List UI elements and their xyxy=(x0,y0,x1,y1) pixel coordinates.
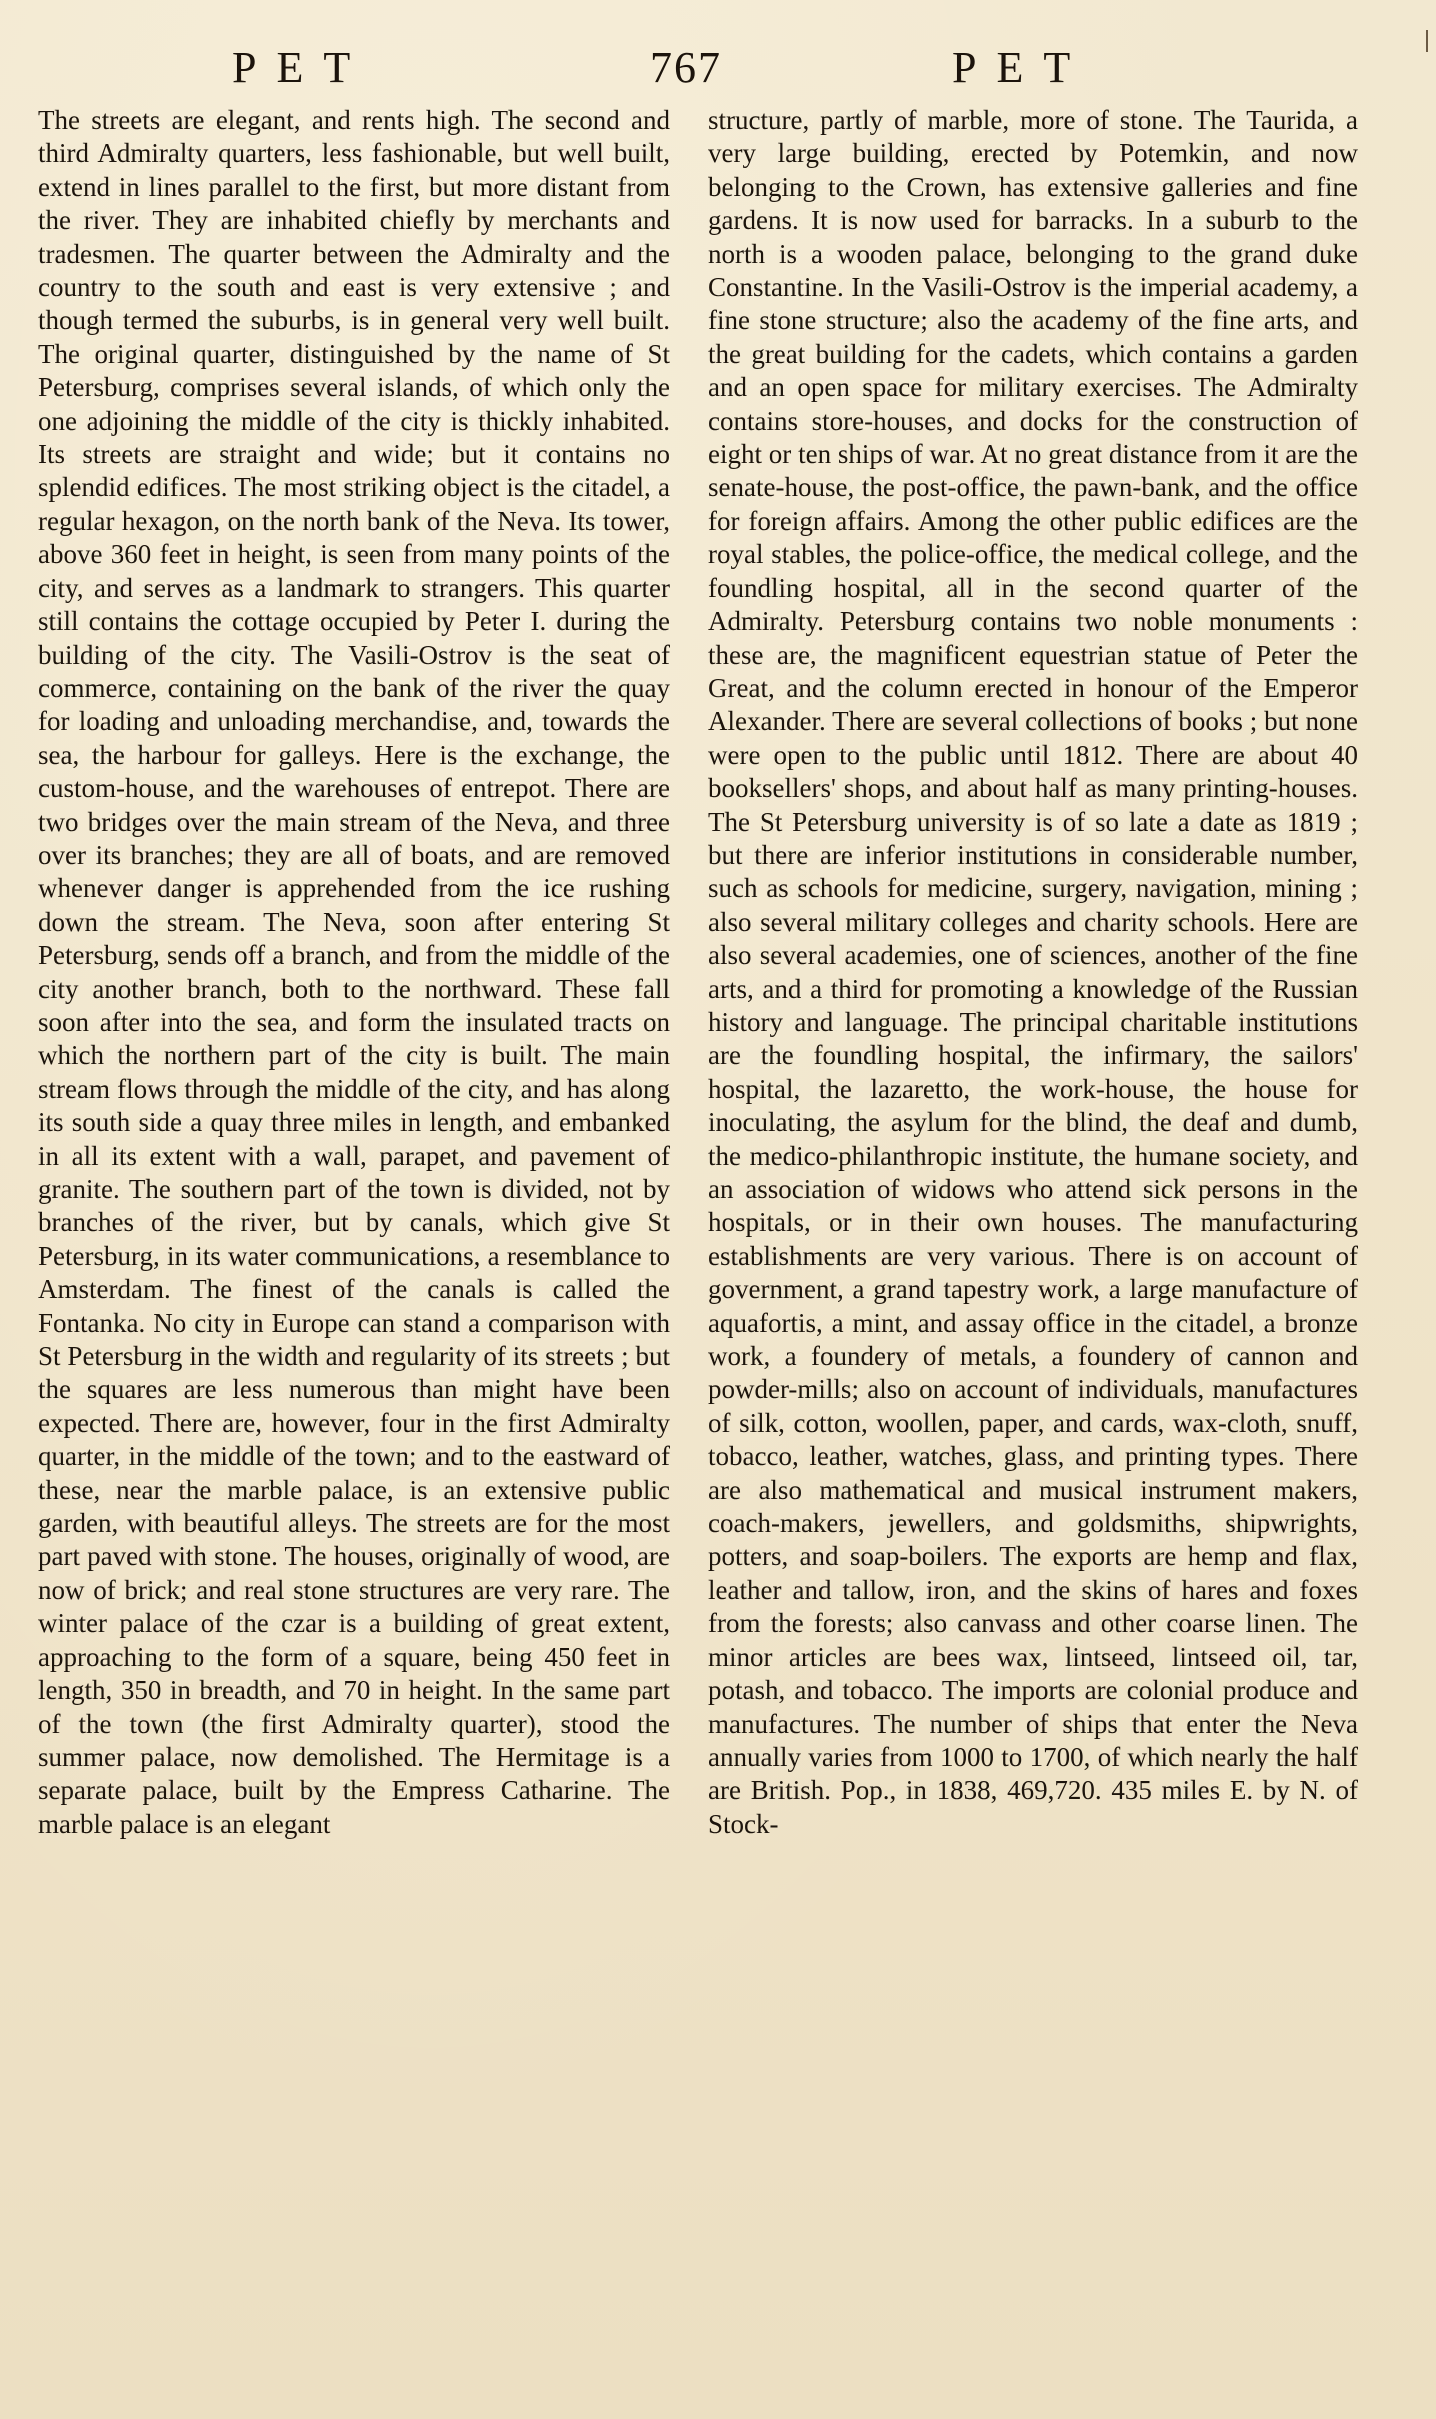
right-column-text: structure, partly of marble, more of stone. The Taurida, a very large building, erected by Potemkin, and now belonging to the Crown, has extensive galleries and fine gardens. It is now used for barracks. In a suburb to the north is a wooden palace, belonging to the grand duke Constantine. In the Vasili-Ostrov is the imperial academy, a fine stone structure; also the academy of the fine arts, and the great building for the cadets, which contains a garden and an open space for military exercises. The Admiralty contains store-houses, and docks for the construction of eight or ten ships of war. At no great distance from it are the senate-house, the post-office, the pawn-bank, and the office for foreign affairs. Among the other public edifices are the royal stables, the police-office, the medical college, and the foundling hospital, all in the second quarter of the Admiralty. Petersburg contains two noble monuments : these are, the magnificent equestrian statue of Peter the Great, and the column erected in honour of the Emperor Alexander. There are several collections of books ; but none were open to the public until 1812. There are about 40 booksellers' shops, and about half as many printing-houses. The St Petersburg university is of so late a date as 1819 ; but there are inferior institutions in considerable number, such as schools for medicine, surgery, navigation, mining ; also several military colleges and charity schools. Here are also several academies, one of sciences, another of the fine arts, and a third for promoting a knowledge of the Russian history and language. The principal charitable institutions are the foundling hospital, the infirmary, the sailors' hospital, the lazaretto, the work-house, the house for inoculating, the asylum for the blind, the deaf and dumb, the medico-philanthropic institute, the humane society, and an association of widows who attend sick persons in the hospitals, or in their own houses. The manufacturing establishments are very various. There is on account of government, a grand tapestry work, a large manufacture of aquafortis, a mint, and assay office in the citadel, a bronze work, a foundery of metals, a foundery of cannon and powder-mills; also on account of individuals, manufactures of silk, cotton, woollen, paper, and cards, wax-cloth, snuff, tobacco, leather, watches, glass, and printing types. There are also mathematical and musical instrument makers, coach-makers, jewellers, and goldsmiths, shipwrights, potters, and soap-boilers. The exports are hemp and flax, leather and tallow, iron, and the skins of hares and foxes from the forests; also canvass and other coarse linen. The minor articles are bees wax, lintseed, lintseed oil, tar, potash, and tobacco. The imports are colonial produce and manufactures. The number of ships that enter the Neva annually varies from 1000 to 1700, of which nearly the half are British. Pop., in 1838, 469,720. 435 miles E. by N. of Stock- xyxy=(708,105,1358,1839)
page-number: 767 xyxy=(650,43,722,92)
left-column-text: The streets are elegant, and rents high. The second and third Admiralty quarters, less fashionable, but well built, extend in lines parallel to the first, but more distant from the river. They are inhabited chiefly by merchants and tradesmen. The quarter between the Admiralty and the country to the south and east is very extensive ; and though termed the suburbs, is in general very well built. The original quarter, distinguished by the name of St Petersburg, comprises several islands, of which only the one adjoining the middle of the city is thickly inhabited. Its streets are straight and wide; but it contains no splendid edifices. The most striking object is the citadel, a regular hexagon, on the north bank of the Neva. Its tower, above 360 feet in height, is seen from many points of the city, and serves as a landmark to strangers. This quarter still contains the cottage occupied by Peter I. during the building of the city. The Vasili-Ostrov is the seat of commerce, containing on the bank of the river the quay for loading and unloading merchandise, and, towards the sea, the harbour for galleys. Here is the exchange, the custom-house, and the warehouses of entrepot. There are two bridges over the main stream of the Neva, and three over its branches; they are all of boats, and are removed whenever danger is apprehended from the ice rushing down the stream. The Neva, soon after entering St Petersburg, sends off a branch, and from the middle of the city another branch, both to the northward. These fall soon after into the sea, and form the insulated tracts on which the northern part of the city is built. The main stream flows through the middle of the city, and has along its south side a quay three miles in length, and embanked in all its extent with a wall, parapet, and pavement of granite. The southern part of the town is divided, not by branches of the river, but by canals, which give St Petersburg, in its water communications, a resemblance to Amsterdam. The finest of the canals is called the Fontanka. No city in Europe can stand a comparison with St Petersburg in the width and regularity of its streets ; but the squares are less numerous than might have been expected. There are, however, four in the first Admiralty quarter, in the middle of the town; and to the eastward of these, near the marble palace, is an extensive public garden, with beautiful alleys. The streets are for the most part paved with stone. The houses, originally of wood, are now of brick; and real stone structures are very rare. The winter palace of the czar is a building of great extent, approaching to the form of a square, being 450 feet in length, 350 in breadth, and 70 in height. In the same part of the town (the first Admiralty quarter), stood the summer palace, now demolished. The Hermitage is a separate palace, built by the Empress Catharine. The marble palace is an elegant xyxy=(38,105,670,1839)
running-header xyxy=(0,42,1436,102)
header-right-word: PET xyxy=(952,43,1091,92)
page-edge-mark xyxy=(1426,30,1428,52)
header-left-word: PET xyxy=(232,43,371,92)
right-column xyxy=(708,104,1358,1841)
left-column xyxy=(38,104,670,1841)
